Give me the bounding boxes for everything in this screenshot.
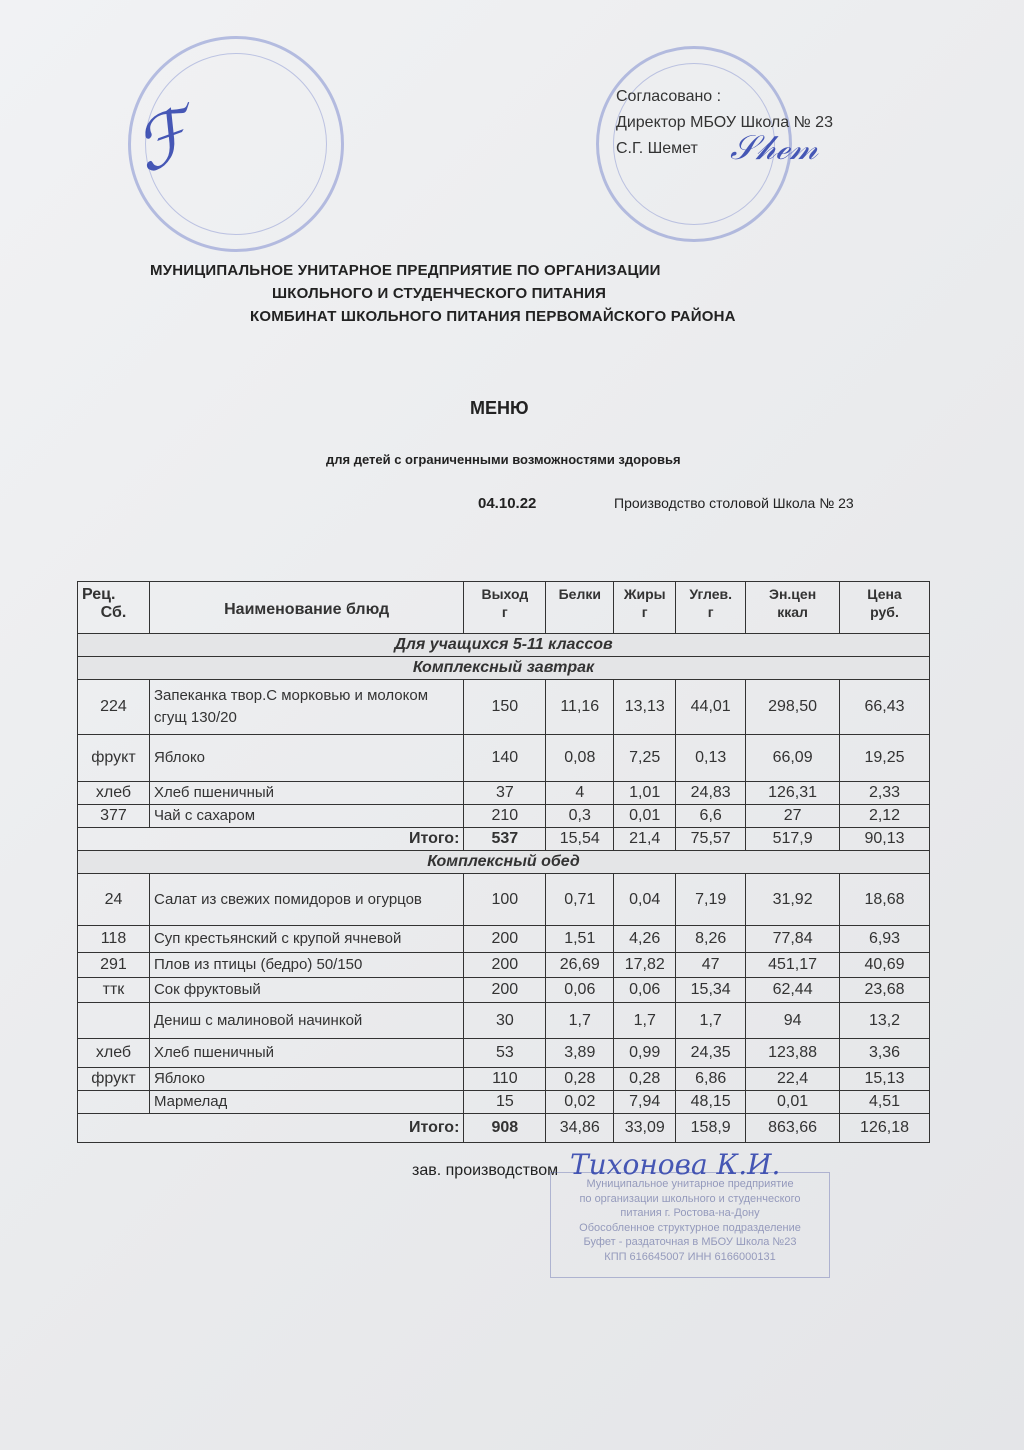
total-value: 15,54 [546, 828, 614, 851]
recipe-number [78, 1003, 150, 1039]
recipe-number: фрукт [78, 735, 150, 782]
fat: 0,01 [614, 805, 676, 828]
carbs: 44,01 [676, 680, 746, 735]
column-header-line: Цена [867, 586, 902, 602]
column-header [746, 582, 840, 634]
fat: 0,99 [614, 1039, 676, 1068]
table-row [78, 782, 930, 805]
stamp-line: Муниципальное унитарное предприятие [586, 1178, 794, 1190]
protein: 11,16 [546, 680, 614, 735]
column-header-line: руб. [870, 604, 899, 620]
table-row [78, 1039, 930, 1068]
protein: 0,71 [546, 874, 614, 926]
yield: 53 [464, 1039, 546, 1068]
protein: 0,28 [546, 1068, 614, 1091]
price: 66,43 [840, 680, 930, 735]
section-row [78, 851, 930, 874]
total-row [78, 828, 930, 851]
total-row [78, 1114, 930, 1143]
menu-table [77, 581, 930, 1143]
section-title: Комплексный обед [78, 851, 930, 874]
recipe-number: 291 [78, 953, 150, 978]
energy: 27 [746, 805, 840, 828]
price: 18,68 [840, 874, 930, 926]
column-header-line: Наименование блюд [224, 600, 390, 618]
yield: 150 [464, 680, 546, 735]
energy: 123,88 [746, 1039, 840, 1068]
column-header [149, 582, 463, 634]
table-row [78, 1068, 930, 1091]
table-row [78, 1003, 930, 1039]
column-header-line: Сб. [100, 604, 127, 621]
price: 4,51 [840, 1091, 930, 1114]
recipe-number: 24 [78, 874, 150, 926]
protein: 0,02 [546, 1091, 614, 1114]
fat: 13,13 [614, 680, 676, 735]
fat: 7,25 [614, 735, 676, 782]
fat: 4,26 [614, 926, 676, 953]
protein: 3,89 [546, 1039, 614, 1068]
total-value: 75,57 [676, 828, 746, 851]
section-row [78, 657, 930, 680]
recipe-number: ттк [78, 978, 150, 1003]
approval-label: Согласовано : [616, 88, 722, 105]
energy: 0,01 [746, 1091, 840, 1114]
total-value: 33,09 [614, 1114, 676, 1143]
carbs: 0,13 [676, 735, 746, 782]
yield: 200 [464, 953, 546, 978]
protein: 0,06 [546, 978, 614, 1003]
energy: 298,50 [746, 680, 840, 735]
energy: 77,84 [746, 926, 840, 953]
column-header [464, 582, 546, 634]
org-line-2: ШКОЛЬНОГО И СТУДЕНЧЕСКОГО ПИТАНИЯ [272, 285, 607, 302]
dish-name: Плов из птицы (бедро) 50/150 [149, 953, 463, 978]
stamp-line: Обособленное структурное подразделение [579, 1221, 801, 1234]
price: 6,93 [840, 926, 930, 953]
footer-signature: Тихонова К.И. [570, 1148, 781, 1181]
dish-name: Чай с сахаром [149, 805, 463, 828]
dish-name: Салат из свежих помидоров и огурцов [149, 874, 463, 926]
stamp-line: КПП 616645007 ИНН 6166000131 [604, 1250, 776, 1263]
column-header-line: г [641, 604, 648, 620]
column-header [78, 582, 150, 634]
total-value: 537 [464, 828, 546, 851]
dish-name: Мармелад [149, 1091, 463, 1114]
total-value: 517,9 [746, 828, 840, 851]
column-header-line: Белки [558, 586, 601, 602]
carbs: 6,86 [676, 1068, 746, 1091]
yield: 210 [464, 805, 546, 828]
page-title: МЕНЮ [470, 398, 529, 418]
subtitle: для детей с ограниченными возможностями здоровья [326, 452, 681, 467]
total-value: 90,13 [840, 828, 930, 851]
table-row [78, 874, 930, 926]
table-row [78, 805, 930, 828]
dish-name: Яблоко [149, 1068, 463, 1091]
energy: 22,4 [746, 1068, 840, 1091]
rectangular-stamp [550, 1172, 830, 1278]
dish-name: Дениш с малиновой начинкой [149, 1003, 463, 1039]
price: 13,2 [840, 1003, 930, 1039]
dish-name: Хлеб пшеничный [149, 782, 463, 805]
recipe-number [78, 1091, 150, 1114]
energy: 451,17 [746, 953, 840, 978]
dish-name: Яблоко [149, 735, 463, 782]
yield: 110 [464, 1068, 546, 1091]
total-value: 21,4 [614, 828, 676, 851]
column-header-line: Выход [481, 586, 529, 602]
recipe-number: хлеб [78, 1039, 150, 1068]
fat: 0,06 [614, 978, 676, 1003]
dish-name: Суп крестьянский с крупой ячневой [149, 926, 463, 953]
fat: 0,28 [614, 1068, 676, 1091]
column-header [676, 582, 746, 634]
energy: 66,09 [746, 735, 840, 782]
fat: 1,7 [614, 1003, 676, 1039]
total-value: 34,86 [546, 1114, 614, 1143]
fat: 1,01 [614, 782, 676, 805]
column-header-line: ккал [777, 604, 808, 620]
recipe-number: 224 [78, 680, 150, 735]
table-row [78, 978, 930, 1003]
carbs: 47 [676, 953, 746, 978]
price: 3,36 [840, 1039, 930, 1068]
recipe-number: фрукт [78, 1068, 150, 1091]
org-line-1: МУНИЦИПАЛЬНОЕ УНИТАРНОЕ ПРЕДПРИЯТИЕ ПО ОРГАНИЗАЦИИ [150, 262, 661, 279]
dish-name: Запеканка твор.С морковью и молоком сгущ 130/20 [149, 680, 463, 735]
recipe-number: 118 [78, 926, 150, 953]
energy: 94 [746, 1003, 840, 1039]
table-row [78, 926, 930, 953]
column-header-line: Рец. [82, 586, 116, 603]
org-line-3: КОМБИНАТ ШКОЛЬНОГО ПИТАНИЯ ПЕРВОМАЙСКОГО РАЙОНА [250, 308, 736, 325]
price: 2,12 [840, 805, 930, 828]
column-header [546, 582, 614, 634]
stamp-line: питания г. Ростова-на-Дону [620, 1207, 760, 1219]
carbs: 48,15 [676, 1091, 746, 1114]
stamp-line: Буфет - раздаточная в МБОУ Школа №23 [583, 1236, 797, 1248]
dish-name: Сок фруктовый [149, 978, 463, 1003]
signature-director: 𝒮𝒽ℯ𝓂 [730, 128, 819, 168]
carbs: 24,35 [676, 1039, 746, 1068]
section-title: Для учащихся 5-11 классов [78, 634, 930, 657]
total-value: 158,9 [676, 1114, 746, 1143]
carbs: 7,19 [676, 874, 746, 926]
carbs: 6,6 [676, 805, 746, 828]
carbs: 8,26 [676, 926, 746, 953]
column-header-line: Эн.цен [769, 586, 817, 602]
protein: 1,51 [546, 926, 614, 953]
carbs: 24,83 [676, 782, 746, 805]
signature-left: ℱ [122, 93, 203, 189]
total-value: 863,66 [746, 1114, 840, 1143]
menu-date: 04.10.22 [478, 495, 537, 512]
carbs: 1,7 [676, 1003, 746, 1039]
yield: 15 [464, 1091, 546, 1114]
approval-name: С.Г. Шемет [616, 140, 698, 157]
group-row [78, 634, 930, 657]
price: 19,25 [840, 735, 930, 782]
price: 15,13 [840, 1068, 930, 1091]
total-value: 126,18 [840, 1114, 930, 1143]
protein: 0,3 [546, 805, 614, 828]
carbs: 15,34 [676, 978, 746, 1003]
fat: 7,94 [614, 1091, 676, 1114]
protein: 0,08 [546, 735, 614, 782]
price: 40,69 [840, 953, 930, 978]
table-row [78, 953, 930, 978]
table-header-row [78, 582, 930, 634]
footer-label: зав. производством [412, 1162, 559, 1179]
protein: 1,7 [546, 1003, 614, 1039]
energy: 62,44 [746, 978, 840, 1003]
column-header-line [550, 604, 609, 622]
table-row [78, 735, 930, 782]
column-header [614, 582, 676, 634]
yield: 140 [464, 735, 546, 782]
production-label: Производство столовой Школа № 23 [614, 495, 854, 511]
table-row [78, 680, 930, 735]
column-header-line: Жиры [623, 586, 666, 602]
total-label: Итого: [78, 828, 464, 851]
yield: 30 [464, 1003, 546, 1039]
table-row [78, 1091, 930, 1114]
yield: 37 [464, 782, 546, 805]
stamp-line: по организации школьного и студенческого [579, 1192, 801, 1205]
recipe-number: 377 [78, 805, 150, 828]
energy: 31,92 [746, 874, 840, 926]
energy: 126,31 [746, 782, 840, 805]
yield: 200 [464, 978, 546, 1003]
column-header-line: Углев. [689, 586, 732, 602]
dish-name: Хлеб пшеничный [149, 1039, 463, 1068]
yield: 100 [464, 874, 546, 926]
yield: 200 [464, 926, 546, 953]
total-value: 908 [464, 1114, 546, 1143]
price: 2,33 [840, 782, 930, 805]
column-header [840, 582, 930, 634]
approval-position: Директор МБОУ Школа № 23 [616, 114, 833, 131]
price: 23,68 [840, 978, 930, 1003]
fat: 0,04 [614, 874, 676, 926]
recipe-number: хлеб [78, 782, 150, 805]
section-title: Комплексный завтрак [78, 657, 930, 680]
total-label: Итого: [78, 1114, 464, 1143]
column-header-line: г [501, 604, 508, 620]
fat: 17,82 [614, 953, 676, 978]
protein: 26,69 [546, 953, 614, 978]
protein: 4 [546, 782, 614, 805]
column-header-line: г [707, 604, 714, 620]
